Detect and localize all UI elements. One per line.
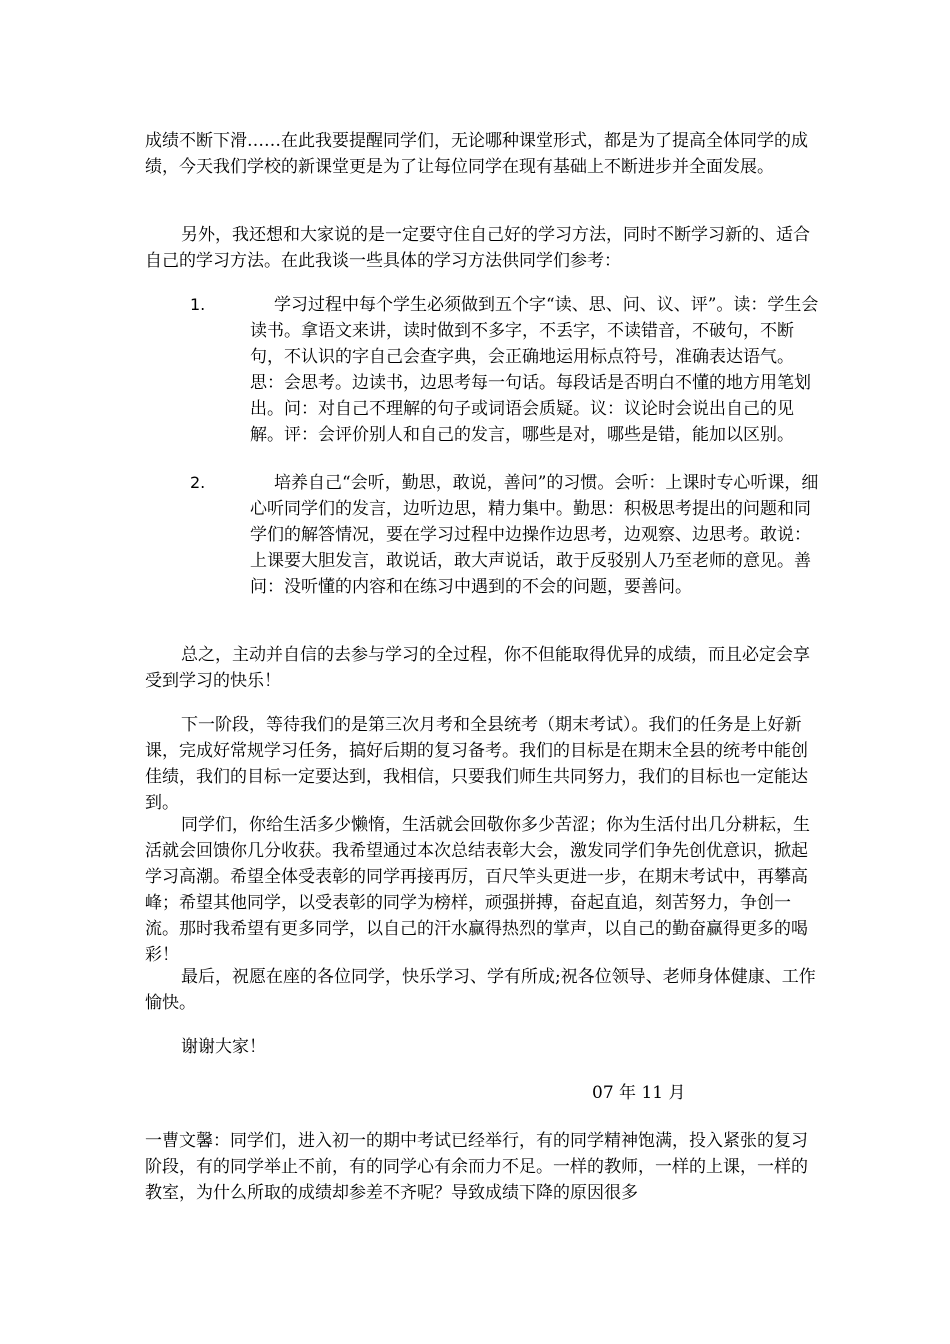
paragraph-intro: 成绩不断下滑……在此我要提醒同学们，无论哪种课堂形式，都是为了提高全体同学的成绩，今天我们学校的新课堂更是为了让每位同学在现有基础上不断进步并全面发展。 <box>145 131 808 177</box>
paragraph-next-stage: 下一阶段，等待我们的是第三次月考和全县统考（期末考试）。我们的任务是上好新课，完成好常规学习任务，搞好后期的复习备考。我们的目标是在期末全县的统考中能创佳绩，我们的目标一定要达到，我相信，只要我们师生共同努力，我们的目标也一定能达到。 <box>145 715 808 813</box>
paragraph-next-speech: 一曹文馨：同学们，进入初一的期中考试已经举行，有的同学精神饱满，投入紧张的复习阶段，有的同学举止不前，有的同学心有余而力不足。一样的教师，一样的上课，一样的教室，为什么所取的成绩却参差不齐呢？导致成绩下降的原因很多 <box>145 1131 808 1203</box>
list-text: 培养自己“会听，勤思，敢说，善问”的习惯。会听：上课时专心听课，细心听同学们的发言，边听边思，精力集中。勤思：积极思考提出的问题和同学们的解答情况，要在学习过程中边操作边思考，边观察、边思考。敢说：上课要大胆发言，敢说话，敢大声说话，敢于反驳别人乃至老师的意见。善问：没听懂的内容和在练习中遇到的不会的问题，要善问。 <box>250 473 819 597</box>
paragraph-summary: 总之，主动并自信的去参与学习的全过程，你不但能取得优异的成绩，而且必定会享受到学习的快乐！ <box>145 645 810 691</box>
paragraph-life: 同学们，你给生活多少懒惰，生活就会回敬你多少苦涩；你为生活付出几分耕耘，生活就会回馈你几分收获。我希望通过本次总结表彰大会，激发同学们争先创优意识，掀起学习高潮。希望全体受表彰的同学再接再厉，百尺竿头更进一步，在期末考试中，再攀高峰；希望其他同学，以受表彰的同学为榜样，顽强拼搏，奋起直追，刻苦努力，争创一流。那时我希望有更多同学，以自己的汗水赢得热烈的掌声，以自己的勤奋赢得更多的喝彩！ <box>145 815 810 965</box>
list-number: 1. <box>190 295 206 314</box>
paragraph-thanks: 谢谢大家！ <box>181 1037 266 1057</box>
paragraph-wishes: 最后，祝愿在座的各位同学，快乐学习、学有所成;祝各位领导、老师身体健康、工作愉快。 <box>145 967 816 1013</box>
list-number: 2. <box>190 473 206 492</box>
date-line: 07 年 11 月 <box>592 1083 686 1103</box>
list-text: 学习过程中每个学生必须做到五个字“读、思、问、议、评”。读：学生会读书。拿语文来讲，读时做到不多字，不丢字，不读错音，不破句，不断句，不认识的字自己会查字典，会正确地运用标点符号，准确表达语气。思：会思考。边读书，边思考每一句话。每段话是否明白不懂的地方用笔划出。问：对自己不理解的句子或词语会质疑。议：议论时会说出自己的见解。评：会评价别人和自己的发言，哪些是对，哪些是错，能加以区别。 <box>250 295 819 445</box>
paragraph-methods-intro: 另外，我还想和大家说的是一定要守住自己好的学习方法，同时不断学习新的、适合自己的学习方法。在此我谈一些具体的学习方法供同学们参考： <box>145 225 810 271</box>
